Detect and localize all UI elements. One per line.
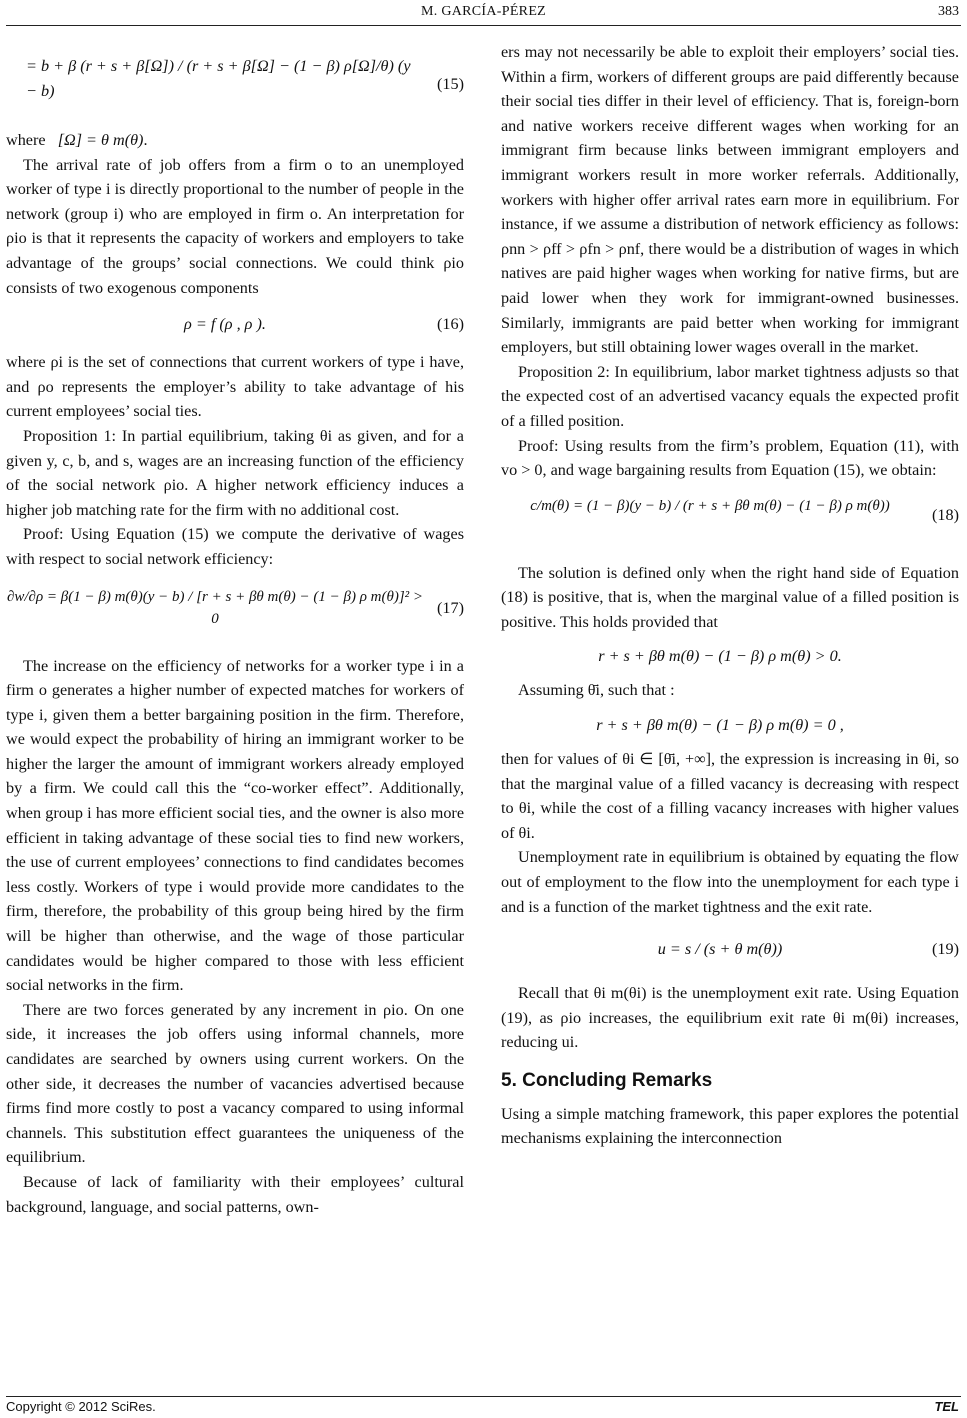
header-rule xyxy=(6,25,961,26)
footer-copyright: Copyright © 2012 SciRes. xyxy=(6,1399,156,1414)
paragraph-assuming: Assuming θ̄i, such that : xyxy=(518,681,675,700)
equation-16-number: (16) xyxy=(437,315,464,334)
paragraph-proposition-1: Proposition 1: In partial equilibrium, taking θi as given, and for a given y, c, b, and s, wages are an increasing function of the efficiency of the social network ρio. A higher network efficiency induces a higher job matching rate for the firm with no additional cost. xyxy=(6,426,464,519)
where-line: where [Ω] = θ m(θ). xyxy=(6,131,148,149)
paragraph-where-rho: where ρi is the set of connections that current workers of type i have, and ρo represents the employer’s ability to take advantage of his current employees’ social ties. xyxy=(6,353,464,421)
left-column xyxy=(6,40,464,1219)
equation-15-number: (15) xyxy=(437,75,464,93)
paragraph-familiarity: Because of lack of familiarity with their employees’ cultural background, language, and social patterns, own- xyxy=(6,1172,464,1216)
equation-19 xyxy=(501,919,959,981)
paragraph-concluding: Using a simple matching framework, this paper explores the potential mechanisms explaining the interconnection xyxy=(501,1104,959,1148)
paragraph-coworker-effect: The increase on the efficiency of networks for a worker type i in a firm o generates a higher number of expected matches for workers of type i, given them a better bargaining position in the firm. Therefore, we would expect the probability of hiring an immigrant worker to be higher the larger the amount of immigrant workers already employed by a firm. We could call this the “co-worker effect”. Additionally, when group i has more efficient social ties, and the owner is also more efficient in taking advantage of these social ties to find new workers, the use of current employees’ connections to find candidates becomes less costly. Workers of type i would provide more candidates to the firm, therefore, the probability of this group being hired by the firm will be higher than otherwise, and the wage of those particular candidates would be higher compared to those with less efficient social networks in the firm. xyxy=(6,656,464,995)
equation-18-number: (18) xyxy=(932,505,959,524)
page-number: 383 xyxy=(938,4,959,19)
paragraph-two-forces: There are two forces generated by any increment in ρio. On one side, it increases the job offers using informal channels, more candidates are searched by owners using current workers. On the other side, it decreases the number of vacancies advertised because firms find more costly to post a vacancy compared to using informal channels. This substitution effect guarantees the uniqueness of the equilibrium. xyxy=(6,1000,464,1167)
paragraph-employers-ties: ers may not necessarily be able to exploit their employers’ social ties. Within a firm, workers of different groups are paid differently because their social ties differ in their level of efficiency. That is, foreign-born and native workers receive different wages when working for an immigrant firm because links between immigrant employers and immigrant workers result in more worker referrals. Additionally, workers with higher offer arrival rates earn more in equilibrium. For instance, if we assume a distribution of network efficiency as follows: ρnn > ρff > ρfn > ρnf, there would be a distribution of wages in which natives are paid higher wages when working for native firms, but are paid lower when they work for immigrant-owned businesses. Similarly, immigrants are paid better when working for immigrant employers, but still obtaining lower wages overall in the market. xyxy=(501,43,959,357)
running-header-author: M. GARCÍA-PÉREZ xyxy=(420,4,547,19)
equation-15-body: = b + β (r + s + β[Ω]) / (r + s + β[Ω] − (1 − β) ρ[Ω]/θ) (y − b) xyxy=(26,57,411,100)
equation-19-body: u = s / (s + θ m(θ)) xyxy=(657,940,783,959)
equation-threshold-body: r + s + βθ m(θ) − (1 − β) ρ m(θ) = 0 , xyxy=(596,716,844,735)
equation-17 xyxy=(6,572,464,654)
equation-18-body: c/m(θ) = (1 − β)(y − b) / (r + s + βθ m(θ) − (1 − β) ρ m(θ)) xyxy=(530,497,890,514)
paragraph-proof-1: Proof: Using Equation (15) we compute the derivative of wages with respect to social network efficiency: xyxy=(6,525,464,568)
where-definition: [Ω] = θ m(θ) xyxy=(57,131,144,149)
section-heading-concluding-remarks: 5. Concluding Remarks xyxy=(501,1070,713,1091)
equation-threshold xyxy=(501,703,959,747)
paragraph-recall: Recall that θi m(θi) is the unemployment exit rate. Using Equation (19), as ρio increases, the equilibrium exit rate θi m(θi) increases, reducing ui. xyxy=(501,984,959,1052)
equation-16 xyxy=(6,300,464,350)
equation-15 xyxy=(6,40,464,124)
equation-17-number: (17) xyxy=(437,598,464,617)
paragraph-proposition-2: Proposition 2: In equilibrium, labor market tightness adjusts so that the expected cost of an advertised vacancy equals the expected profit of a filled position. xyxy=(501,362,959,430)
inequality-positive xyxy=(501,634,959,678)
paragraph-arrival-rate: The arrival rate of job offers from a firm o to an unemployed worker of type i is directly proportional to the number of people in the network (group i) who are employed in firm o. An interpretation for ρio is that it represents the capacity of workers and employers to take advantage of the groups’ social connections. We could think ρio consists of two exogenous components xyxy=(6,155,464,297)
footer-rule xyxy=(6,1396,961,1397)
paragraph-unemployment-rate: Unemployment rate in equilibrium is obtained by equating the flow out of employment to the flow into the unemployment for each type i and is a function of the market tightness and the exit rate. xyxy=(501,848,959,916)
paragraph-then-values: then for values of θi ∈ [θ̄i, +∞], the expression is increasing in θi, so that the marginal value of a filled vacancy is decreasing with respect to θi, while the cost of a filling vacancy increases with higher values of θi. xyxy=(501,750,959,842)
paragraph-solution-defined: The solution is defined only when the right hand side of Equation (18) is positive, that is, when the marginal value of a filled position is positive. This holds provided that xyxy=(501,563,959,631)
equation-16-body: ρ = f (ρ , ρ ). xyxy=(184,315,266,334)
equation-18 xyxy=(501,483,959,561)
right-column xyxy=(501,40,959,1151)
equation-17-body: ∂w/∂ρ = β(1 − β) m(θ)(y − b) / [r + s + βθ m(θ) − (1 − β) ρ m(θ)]² > 0 xyxy=(6,588,424,627)
equation-19-number: (19) xyxy=(932,940,959,959)
where-label: where xyxy=(6,131,46,149)
inequality-positive-body: r + s + βθ m(θ) − (1 − β) ρ m(θ) > 0. xyxy=(598,647,842,666)
paragraph-proof-2: Proof: Using results from the firm’s problem, Equation (11), with vo > 0, and wage bargaining results from Equation (15), we obtain: xyxy=(501,436,959,480)
footer-journal: TEL xyxy=(934,1399,959,1414)
